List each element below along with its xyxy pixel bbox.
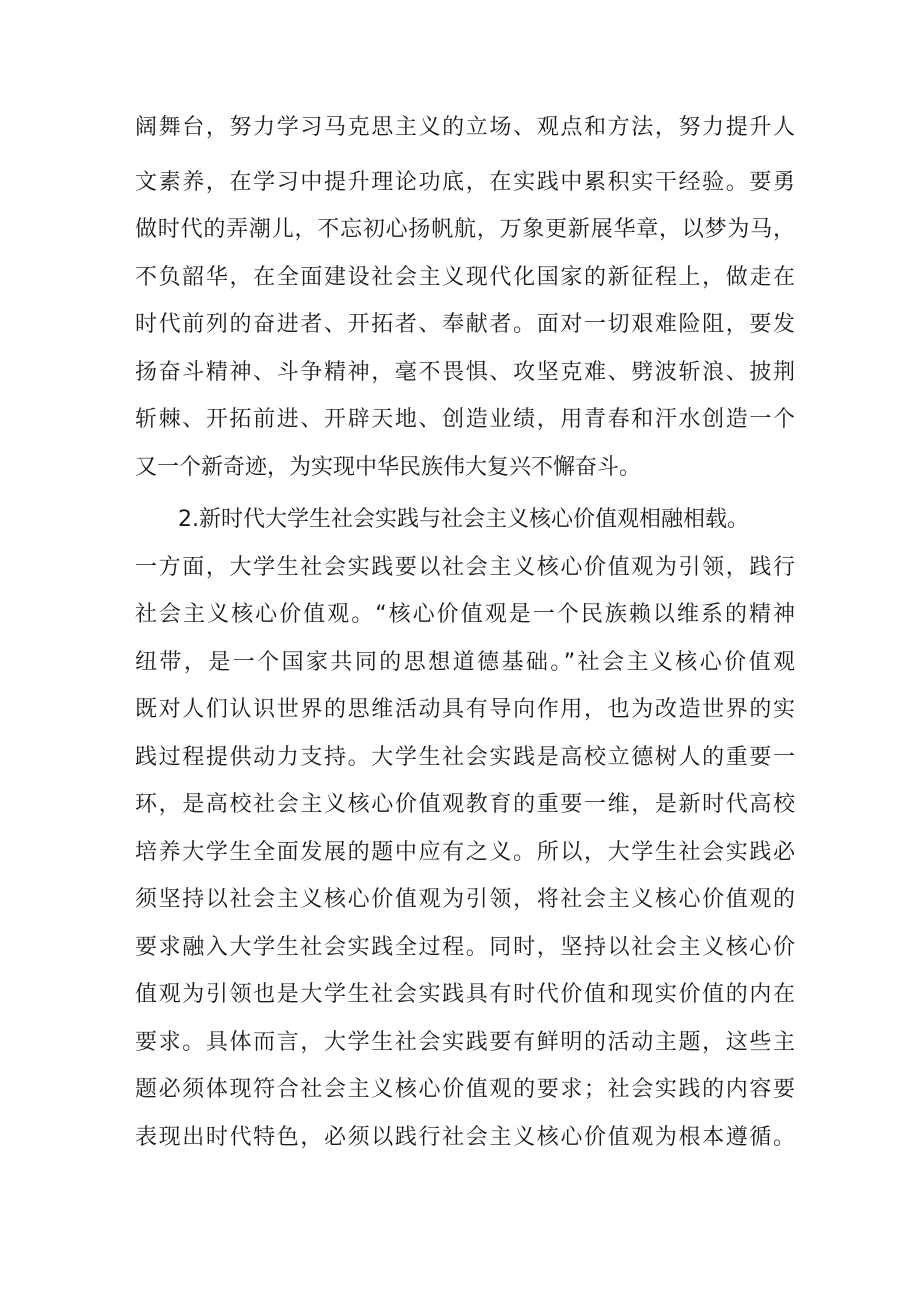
text-line: 表现出时代特色，必须以践行社会主义核心价值观为根本遵循。 <box>135 1125 795 1150</box>
text-line: 须坚持以社会主义核心价值观为引领，将社会主义核心价值观的 <box>135 887 795 912</box>
text-line: 纽带，是一个国家共同的思想道德基础。”社会主义核心价值观 <box>135 650 795 675</box>
text-line: 践过程提供动力支持。大学生社会实践是高校立德树人的重要一 <box>135 745 795 770</box>
text-line: 环，是高校社会主义核心价值观教育的重要一维，是新时代高校 <box>135 792 795 817</box>
text-line: 不负韶华，在全面建设社会主义现代化国家的新征程上，做走在 <box>135 265 795 290</box>
text-line: 文素养，在学习中提升理论功底，在实践中累积实干经验。要勇 <box>135 170 795 195</box>
text-line: 既对人们认识世界的思维活动具有导向作用，也为改造世界的实 <box>135 697 795 722</box>
text-line: 值观为引领也是大学生社会实践具有时代价值和现实价值的内在 <box>135 982 795 1007</box>
text-line: 题必须体现符合社会主义核心价值观的要求；社会实践的内容要 <box>135 1077 795 1102</box>
text-line: 要求。具体而言，大学生社会实践要有鲜明的活动主题，这些主 <box>135 1030 795 1055</box>
text-line: 社会主义核心价值观。“核心价值观是一个民族赖以维系的精神 <box>135 602 795 627</box>
text-line: 一方面，大学生社会实践要以社会主义核心价值观为引领，践行 <box>135 555 795 580</box>
text-line: 扬奋斗精神、斗争精神，毫不畏惧、攻坚克难、劈波斩浪、披荆 <box>135 360 795 385</box>
text-line: 做时代的弄潮儿，不忘初心扬帆航，万象更新展华章，以梦为马， <box>135 217 795 242</box>
text-line: 斩棘、开拓前进、开辟天地、创造业绩，用青春和汗水创造一个 <box>135 407 795 432</box>
text-line: 又一个新奇迹，为实现中华民族伟大复兴不懈奋斗。 <box>135 455 642 480</box>
text-line: 要求融入大学生社会实践全过程。同时，坚持以社会主义核心价 <box>135 935 795 960</box>
text-line: 时代前列的奋进者、开拓者、奉献者。面对一切艰难险阻，要发 <box>135 312 795 337</box>
text-line: 培养大学生全面发展的题中应有之义。所以，大学生社会实践必 <box>135 840 795 865</box>
paragraph-heading-line: 2.新时代大学生社会实践与社会主义核心价值观相融相载。 <box>178 507 749 532</box>
text-line: 阔舞台，努力学习马克思主义的立场、观点和方法，努力提升人 <box>135 115 795 140</box>
